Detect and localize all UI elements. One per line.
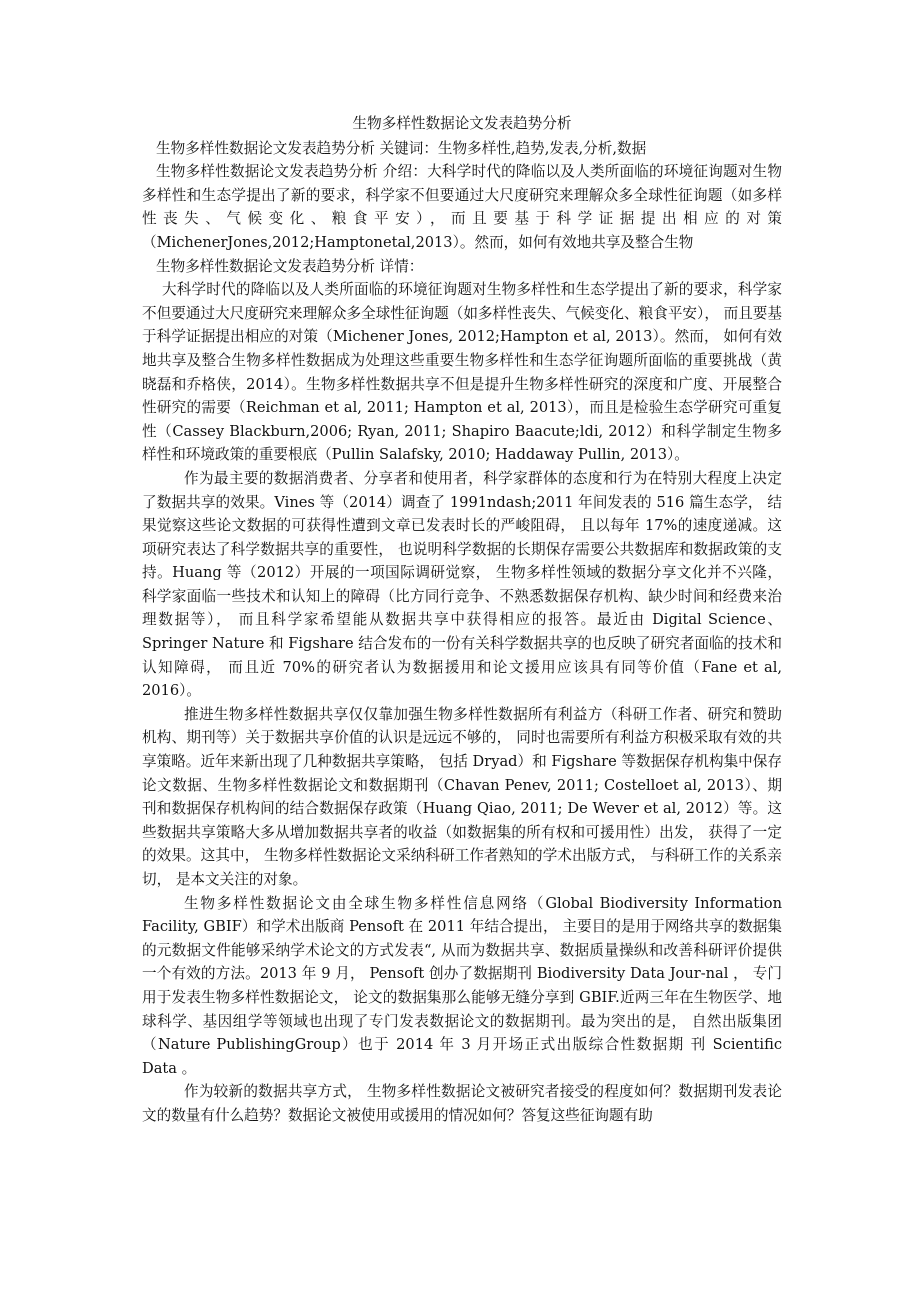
intro-paragraph: 生物多样性数据论文发表趋势分析 介绍：大科学时代的降临以及人类所面临的环境征询题对生物多样性和生态学提出了新的要求，科学家不但要通过大尺度研究来理解众多全球性征询题（如多样性丧失、气候变化、粮食平安），而且要基于科学证据提出相应的对策（MichenerJones,2012;Hamptonetal,2013）。然而，如何有效地共享及整合生物 [142, 163, 782, 251]
body-paragraph-1: 大科学时代的降临以及人类所面临的环境征询题对生物多样性和生态学提出了新的要求，科学家不但要通过大尺度研究来理解众多全球性征询题（如多样性丧失、气候变化、粮食平安）， 而且要基于科学证据提出相应的对策（Michener Jones, 2012;Hampton et al, 2013）。然而， 如何有效地共享及整合生物多样性数据成为处理这些重要生物多样性和生态学征询题所面临的重要挑战（黄晓磊和乔格侠，2014）。生物多样性数据共享不但是提升生物多样性研究的深度和广度、开展整合性研究的需要（Reichman et al, 2011; Hampton et al, 2013），而且是检验生态学研究可重复性（Cassey Blackburn,2006; Ryan, 2011; Shapiro Baacute;ldi, 2012）和科学制定生物多样性和环境政策的重要根底（Pullin Salafsky, 2010; Haddaway Pullin, 2013）。 [142, 281, 782, 464]
keywords-paragraph: 生物多样性数据论文发表趋势分析 关键词：生物多样性,趋势,发表,分析,数据 [156, 139, 647, 157]
body-paragraph-3: 推进生物多样性数据共享仅仅靠加强生物多样性数据所有利益方（科研工作者、研究和赞助机构、期刊等）关于数据共享价值的认识是远远不够的， 同时也需要所有利益方积极采取有效的共享策略。近年来新出现了几种数据共享策略， 包括 Dryad）和 Figshare 等数据保存机构集中保存论文数据、生物多样性数据论文和数据期刊（Chavan Penev, 2011; Costelloet al, 2013）、期刊和数据保存机构间的结合数据保存政策（Huang Qiao, 2011; De Wever et al, 2012）等。这些数据共享策略大多从增加数据共享者的收益（如数据集的所有权和可援用性）出发， 获得了一定的效果。这其中， 生物多样性数据论文采纳科研工作者熟知的学术出版方式， 与科研工作的关系亲切， 是本文关注的对象。 [142, 705, 782, 888]
details-heading: 生物多样性数据论文发表趋势分析 详情： [156, 257, 424, 275]
document-title: 生物多样性数据论文发表趋势分析 [352, 115, 572, 132]
body-paragraph-4: 生物多样性数据论文由全球生物多样性信息网络（Global Biodiversity Information Facility, GBIF）和学术出版商 Pensoft 在 2011 年结合提出， 主要目的是用于网络共享的数据集的元数据文件能够采纳学术论文的方式发表“, 从而为数据共享、数据质量操纵和改善科研评价提供一个有效的方法。2013 年 9 月， Pensoft 创办了数据期刊 Biodiversity Data Jour-nal ， 专门用于发表生物多样性数据论文， 论文的数据集那么能够无缝分享到 GBIF.近两三年在生物医学、地球科学、基因组学等领域也出现了专门发表数据论文的数据期刊。最为突出的是， 自然出版集团（Nature PublishingGroup）也于 2014 年 3 月开场正式出版综合性数据期 刊 Scientific Data 。 [142, 894, 782, 1077]
body-paragraph-2: 作为最主要的数据消费者、分享者和使用者，科学家群体的态度和行为在特别大程度上决定了数据共享的效果。Vines 等（2014）调查了 1991ndash;2011 年间发表的 516 篇生态学， 结果觉察这些论文数据的可获得性遭到文章已发表时长的严峻阻碍， 且以每年 17%的速度递减。这项研究表达了科学数据共享的重要性， 也说明科学数据的长期保存需要公共数据库和数据政策的支持。Huang 等（2012）开展的一项国际调研觉察， 生物多样性领域的数据分享文化并不兴隆， 科学家面临一些技术和认知上的障碍（比方同行竞争、不熟悉数据保存机构、缺少时间和经费来治理数据等）， 而且科学家希望能从数据共享中获得相应的报答。最近由 Digital Science、Springer Nature 和 Figshare 结合发布的一份有关科学数据共享的也反映了研究者面临的技术和认知障碍， 而且近 70%的研究者认为数据援用和论文援用应该具有同等价值（Fane et al, 2016）。 [142, 469, 782, 700]
document-page [142, 112, 782, 1128]
body-paragraph-5: 作为较新的数据共享方式， 生物多样性数据论文被研究者接受的程度如何？数据期刊发表论文的数量有什么趋势？数据论文被使用或援用的情况如何？答复这些征询题有助 [142, 1083, 782, 1124]
